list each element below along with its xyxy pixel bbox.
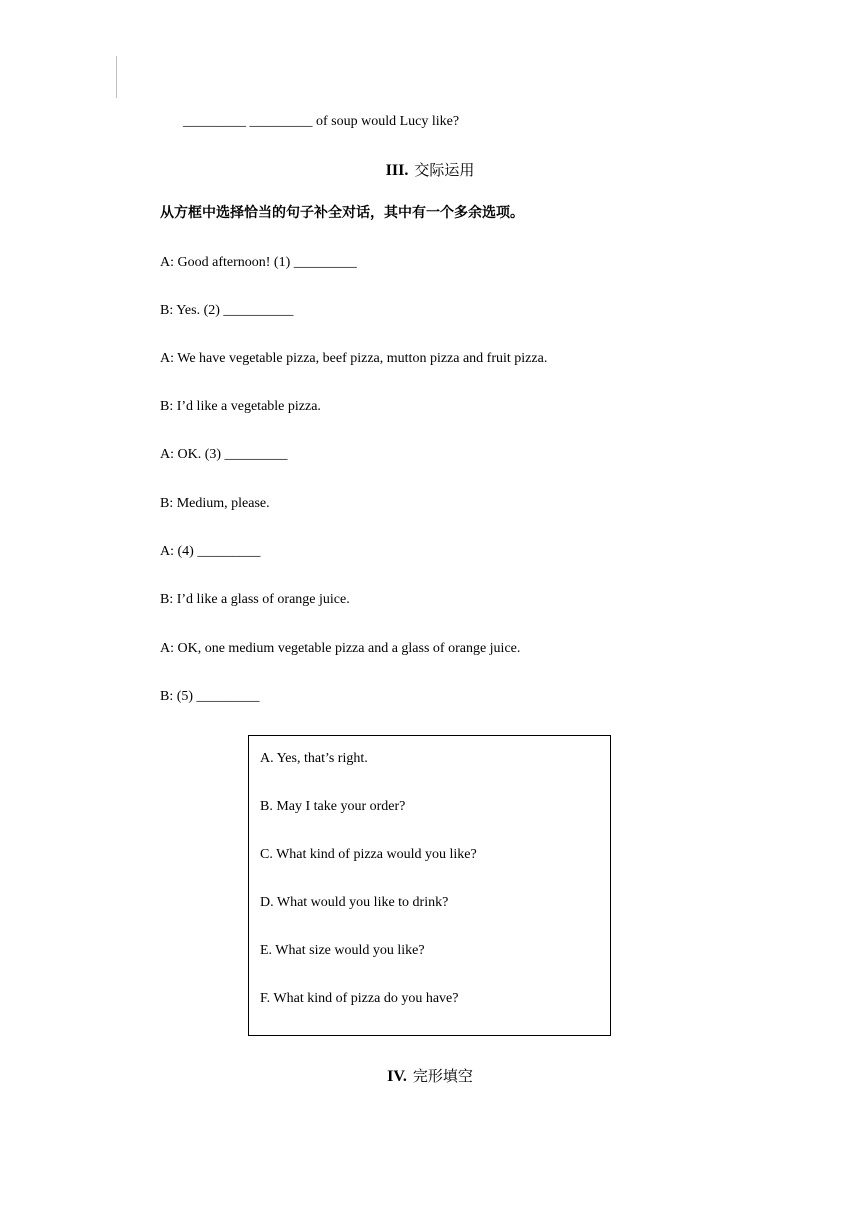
section-4-number: IV.	[387, 1068, 407, 1085]
option-item: A. Yes, that’s right.	[260, 751, 368, 766]
dialogue-line: B: (5) _________	[160, 689, 260, 704]
dialogue-line: A: (4) _________	[160, 544, 261, 559]
dialogue-line: A: OK, one medium vegetable pizza and a glass of orange juice.	[160, 641, 521, 656]
option-item: B. May I take your order?	[260, 799, 406, 814]
section-3-heading	[0, 159, 860, 182]
dialogue-line: B: Yes. (2) __________	[160, 303, 294, 318]
options-box	[248, 735, 611, 1036]
dialogue-line: B: Medium, please.	[160, 496, 270, 511]
section-3-instruction: 从方框中选择恰当的句子补全对话，其中有一个多余选项。	[160, 205, 524, 221]
section-3-number: III.	[385, 162, 409, 179]
dialogue-line: A: OK. (3) _________	[160, 447, 288, 462]
dialogue-line: B: I’d like a vegetable pizza.	[160, 399, 321, 414]
dialogue-line: B: I’d like a glass of orange juice.	[160, 592, 350, 607]
fill-in-question: _________ _________ of soup would Lucy like?	[183, 114, 460, 129]
option-item: F. What kind of pizza do you have?	[260, 991, 459, 1006]
page-margin-mark	[116, 56, 117, 98]
dialogue-line: A: Good afternoon! (1) _________	[160, 255, 357, 270]
option-item: E. What size would you like?	[260, 943, 425, 958]
dialogue-line: A: We have vegetable pizza, beef pizza, mutton pizza and fruit pizza.	[160, 351, 548, 366]
section-4-title: 完形填空	[412, 1067, 473, 1085]
option-item: C. What kind of pizza would you like?	[260, 847, 477, 862]
option-item: D. What would you like to drink?	[260, 895, 449, 910]
section-3-title: 交际运用	[414, 161, 475, 179]
section-4-heading	[0, 1065, 860, 1088]
